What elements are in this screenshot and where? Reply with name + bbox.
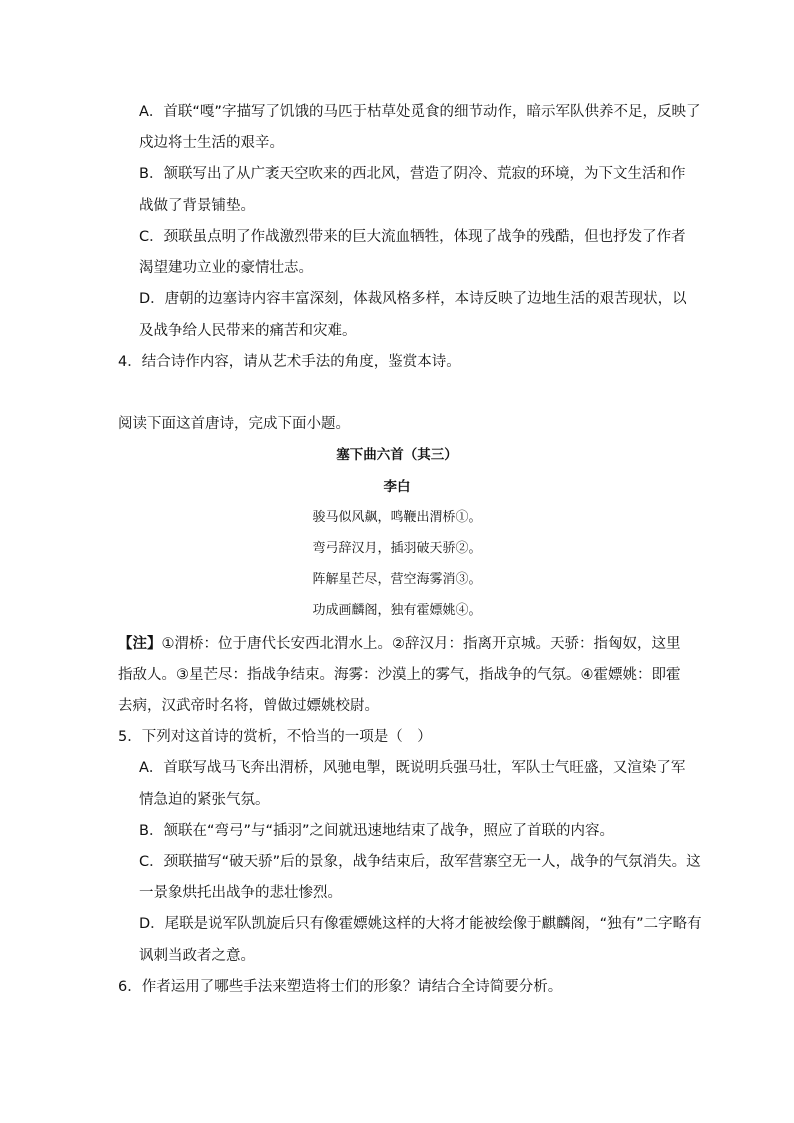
q5-option-a-line1: A．首联写战马飞奔出渭桥，风驰电掣，既说明兵强马壮，军队士气旺盛，又渲染了军 [139,760,686,776]
q5-option-d-line1: D．尾联是说军队凯旋后只有像霍嫖姚这样的大将才能被绘像于麒麟阁，“独有”二字略有 [139,916,702,932]
question-6: 6．作者运用了哪些手法来塑造将士们的形象？请结合全诗简要分析。 [118,979,563,995]
q5-option-b-line1: B．颔联在“弯弓”与“插羽”之间就迅速地结束了战争，照应了首联的内容。 [139,823,614,839]
q5-option-d-line2: 讽刺当政者之意。 [139,948,255,964]
poem-author: 李白 [383,479,411,495]
q3-option-a-line1: A．首联“嘎”字描写了饥饿的马匹于枯草处觅食的细节动作，暗示军队供养不足，反映了 [139,104,701,120]
poem-notes-line1 [118,634,681,654]
poem-line-1: 骏马似风飙，鸣鞭出渭桥①。 [312,510,482,525]
note-text-1: ①渭桥：位于唐代长安西北渭水上。②辞汉月：指离开京城。天骄：指匈奴，这里 [161,636,681,652]
poem-notes-line2: 指敌人。③星芒尽：指战争结束。海雾：沙漠上的雾气，指战争的气氛。④霍嫖姚：即霍 [118,667,681,683]
q3-option-b-line2: 战做了背景铺垫。 [139,198,255,214]
q5-option-a-line2: 情急迫的紧张气氛。 [139,792,270,808]
question-5: 5．下列对这首诗的赏析，不恰当的一项是（ ） [118,729,432,745]
q3-option-a-line2: 戍边将士生活的艰辛。 [139,135,284,151]
poem-title: 塞下曲六首（其三） [336,447,458,463]
q3-option-d-line2: 及战争给人民带来的痛苦和灾难。 [139,323,357,339]
poem-line-3: 阵解星芒尽，营空海雾消③。 [312,572,482,587]
poem-line-2: 弯弓辞汉月，插羽破天骄②。 [312,541,482,556]
q3-option-b-line1: B．颔联写出了从广袤天空吹来的西北风，营造了阴冷、荒寂的环境，为下文生活和作 [139,166,686,182]
q5-option-c-line2: 一景象烘托出战争的悲壮惨烈。 [139,885,342,901]
q3-option-d-line1: D．唐朝的边塞诗内容丰富深刻，体裁风格多样，本诗反映了边地生活的艰苦现状，以 [139,291,687,307]
q3-option-c-line2: 渴望建功立业的豪情壮志。 [139,260,313,276]
note-label: 【注】 [118,636,162,652]
q3-option-c-line1: C．颈联虽点明了作战激烈带来的巨大流血牺牲，体现了战争的残酷，但也抒发了作者 [139,229,686,245]
q5-option-c-line1: C．颈联描写“破天骄”后的景象，战争结束后，敌军营寨空无一人，战争的气氛消失。这 [139,854,701,870]
reading-instruction: 阅读下面这首唐诗，完成下面小题。 [118,416,350,432]
poem-notes-line3: 去病，汉武帝时名将，曾做过嫖姚校尉。 [118,698,379,714]
question-4: 4．结合诗作内容，请从艺术手法的角度，鉴赏本诗。 [118,354,461,370]
poem-line-4: 功成画麟阁，独有霍嫖姚④。 [312,603,482,618]
